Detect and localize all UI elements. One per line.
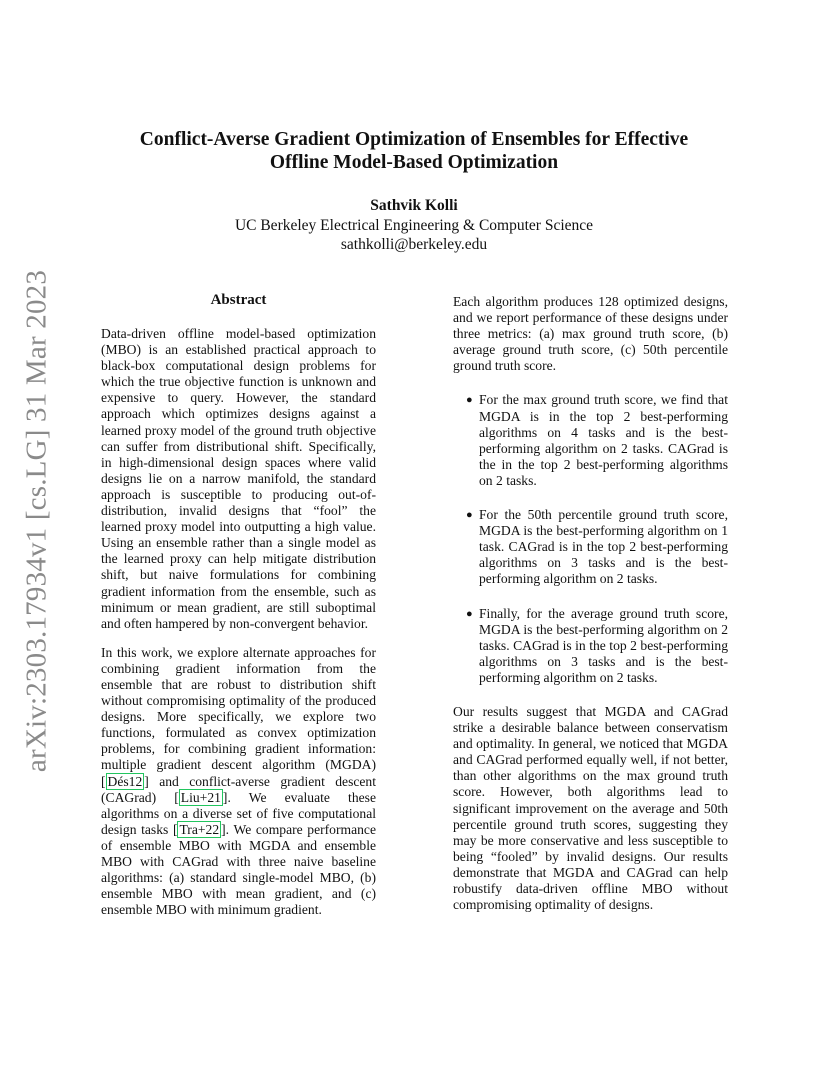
bullet-text: For the 50th percentile ground truth score, MGDA is the best-performing algorithm on 1 task. CAGrad is in the top 2 best-performing algorithms on 3 tasks and is the best-performing algorithm on 2 tasks.: [479, 507, 728, 587]
arxiv-identifier: arXiv:2303.17934v1 [cs.LG] 31 Mar 2023: [20, 269, 53, 773]
bullet-dot: ●: [466, 607, 473, 620]
bullet-item: [453, 507, 728, 587]
bullet-item: [453, 606, 728, 686]
citation-liu21[interactable]: Liu+21: [180, 789, 221, 805]
bullet-text: Finally, for the average ground truth score, MGDA is the best-performing algorithm on 2 tasks. CAGrad is in the top 2 best-performing algorithms on 3 tasks and is the best-performing algorithm on 2 tasks.: [479, 605, 728, 685]
abstract-left-column: [101, 326, 376, 918]
paragraph-2-text-c: . We evaluate these algorithms on a diverse set of five computational design tasks: [101, 789, 376, 837]
title-line-2: Offline Model-Based Optimization: [269, 152, 559, 173]
title-line-1: Conflict-Averse Gradient Optimization of Ensembles for Effective: [139, 129, 689, 150]
abstract-heading: Abstract: [210, 292, 267, 308]
author-name: Sathvik Kolli: [370, 197, 458, 214]
citation-tra22[interactable]: Tra+22: [179, 821, 220, 837]
bullet-item: [453, 392, 728, 489]
author-email: sathkolli@berkeley.edu: [340, 236, 488, 253]
abstract-paragraph-2: In this work, we explore alternate approaches for combining gradient information from the ensemble that are robust to distribution shift without compromising optimality of the produced designs. More specifically, we explore two functions, formulated as convex optimization problems, for combining gradient information: multiple gradient descent algorithm (MGDA) [ Dés12 ] and conflict-averse gradient descent (CAGrad) [ Liu+21 ]. We evaluate these algorithms on a diverse set of five computational design tasks [ Tra+22 ]. We compare performance of ensemble MBO with MGDA and ensemble MBO with CAGrad with three naive baseline algorithms: (a) standard single-model MBO, (b) ensemble MBO with mean gradient, and (c) ensemble MBO with minimum gradient.: [101, 644, 376, 918]
abstract-paragraph-4: Our results suggest that MGDA and CAGrad strike a desirable balance between conservatism and optimality. In general, we noticed that MGDA and CAGrad performed equally well, if not better, than other algorithms on the max ground truth score. However, both algorithms lead to significant improvement on the average and 50th percentile ground truth scores, suggesting they may be more conservative and less susceptible to being “fooled” by invalid designs. Our results demonstrate that MGDA and CAGrad can help robustify data-driven offline MBO without compromising optimality of designs.: [453, 703, 728, 913]
results-bullet-list: [453, 392, 728, 686]
paragraph-2-text-d: . We compare performance of ensemble MBO with MGDA and ensemble MBO with CAGrad with three naive baseline algorithms: (a) standard single-model MBO, (b) ensemble MBO with mean gradient, and (c) ensemble MBO with minimum gradient.: [101, 821, 376, 918]
paragraph-2-text-b: and conflict-averse gradient descent (CAGrad): [101, 773, 376, 805]
citation-des12[interactable]: Dés12: [107, 773, 143, 789]
author-affiliation: UC Berkeley Electrical Engineering & Computer Science: [234, 216, 594, 234]
bullet-text: For the max ground truth score, we find that MGDA is in the top 2 best-performing algorithms on 4 tasks and is the best-performing algorithm on 2 tasks. CAGrad is the in the top 2 best-performing algorithms on 2 tasks.: [479, 392, 728, 488]
author-block: [60, 196, 768, 255]
bullet-dot: ●: [466, 394, 473, 407]
paper-title: [60, 128, 768, 174]
bullet-dot: ●: [466, 509, 473, 522]
abstract-paragraph-3: Each algorithm produces 128 optimized designs, and we report performance of these designs under three metrics: (a) max ground truth score, (b) average ground truth score, (c) 50th percentile ground truth score.: [453, 294, 728, 374]
abstract-right-column: [453, 294, 728, 913]
paragraph-2-text-a: In this work, we explore alternate approaches for combining gradient information from the ensemble that are robust to distribution shift without compromising optimality of the produced designs. More specifically, we explore two functions, formulated as convex optimization problems, for combining gradient information: multiple gradient descent algorithm (MGDA): [101, 644, 376, 773]
arxiv-sidebar-stamp: [12, 269, 62, 773]
abstract-paragraph-1: Data-driven offline model-based optimization (MBO) is an established practical approach to black-box computational design problems for which the true objective function is unknown and expensive to query. However, the standard approach which optimizes designs against a learned proxy model of the ground truth objective can suffer from distributional shift. Specifically, in high-dimensional design spaces where valid designs lie on a narrow manifold, the standard approach is susceptible to producing out-of-distribution, invalid designs that “fool” the learned proxy model into outputting a high value. Using an ensemble rather than a single model as the learned proxy can help mitigate distribution shift, but naive formulations for combining gradient information from the ensemble, such as minimum or mean gradient, are still suboptimal and often hampered by non-convergent behavior.: [101, 326, 376, 631]
